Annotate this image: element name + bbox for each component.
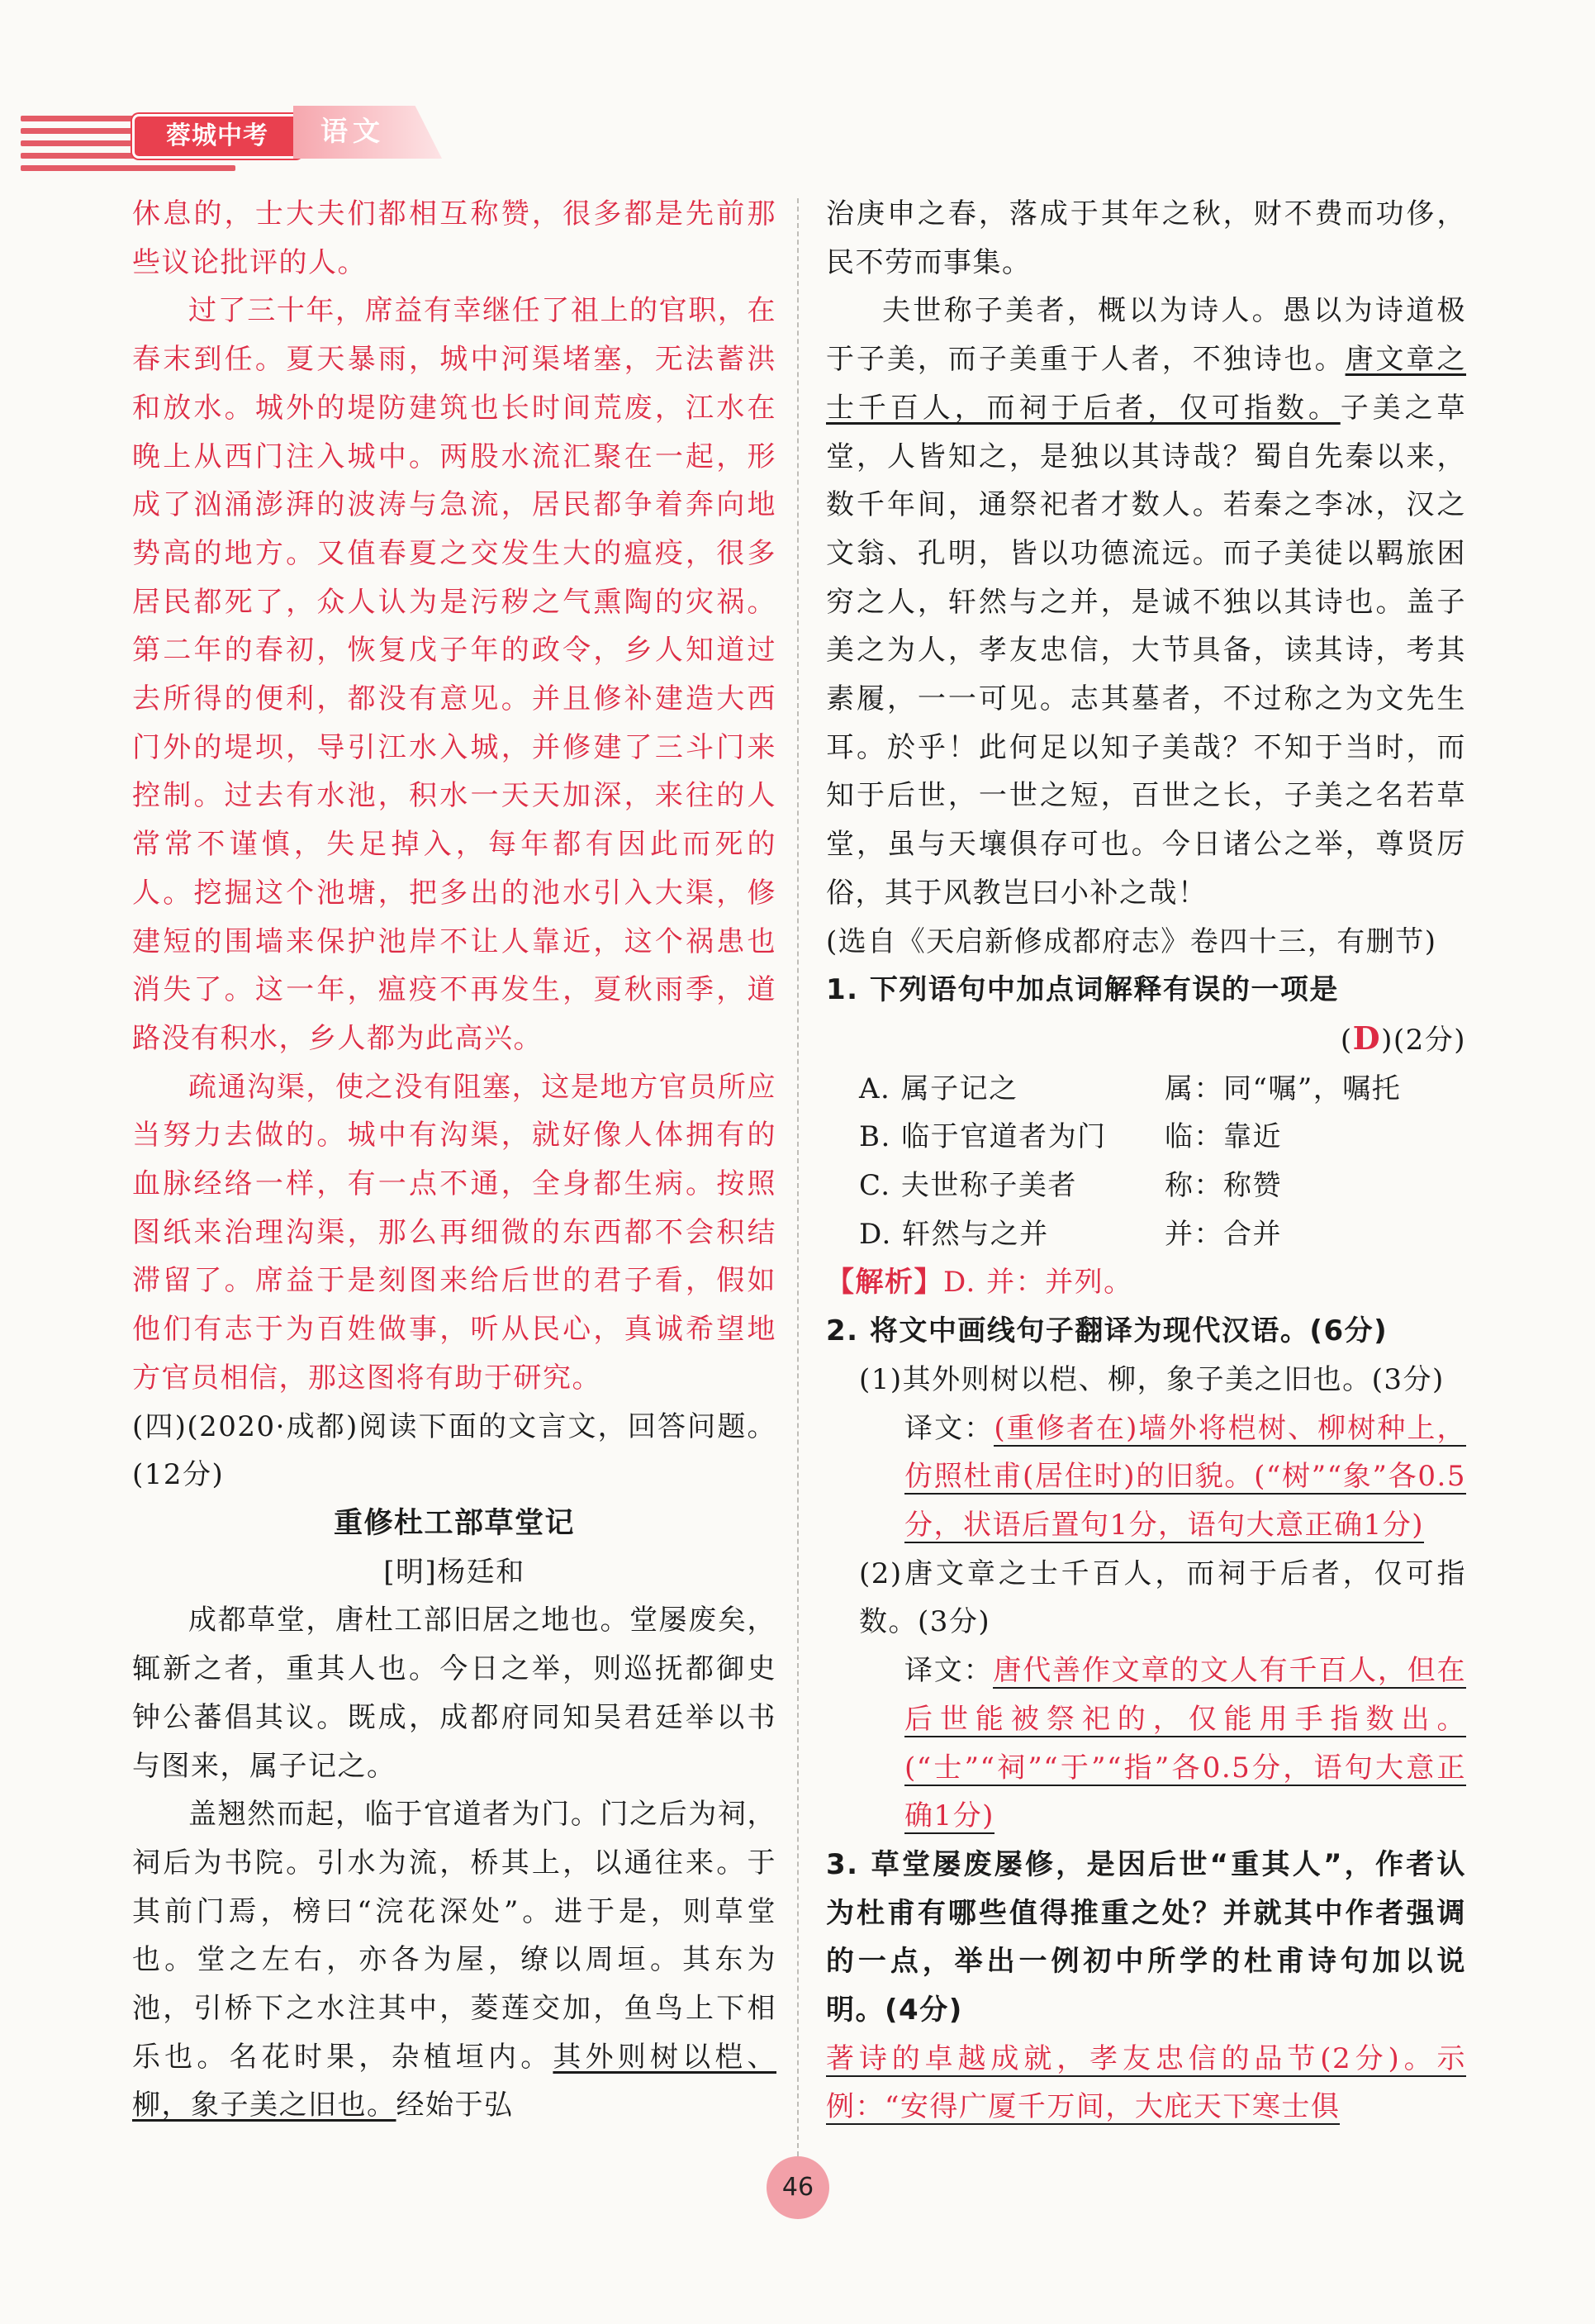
answer-letter: D <box>1352 1019 1382 1057</box>
column-divider <box>797 198 799 2165</box>
underlined-sentence-2: 唐文章之士千百人，而祠于后者，仅可指数。 <box>826 343 1467 425</box>
essay-continuation: 治庚申之春，落成于其年之秋，财不费而功侈，民不劳而事集。 <box>826 197 1466 279</box>
translation-tail: 休息的，士大夫们都相互称赞，很多都是先前那些议论批评的人。 <box>132 197 776 279</box>
essay-text: 盖翘然而起，临于官道者为门。门之后为祠，祠后为书院。引水为流，桥其上，以通往来。于其前门焉，榜曰“浣花深处”。进于是，则草堂也。堂之左右，亦各为屋，缭以周垣。其东为池，引桥下之水注其中，菱莲交加，鱼鸟上下相乐也。名花时果，杂植垣内。 <box>132 1798 776 2074</box>
question-1-analysis: 【解析】D. 并：并列。 <box>826 1266 1133 1300</box>
right-column <box>826 190 1466 2132</box>
option-a: A. 属子记之 属：同“嘱”，嘱托 <box>859 1072 1402 1105</box>
underlined-sentence-1: 其外则树以桤、柳，象子美之旧也。 <box>132 2040 777 2122</box>
left-column <box>132 190 776 2130</box>
brand-badge: 蓉城中考 <box>132 114 302 159</box>
essay-author: [明]杨廷和 <box>383 1555 525 1589</box>
question-1-answer: (D)(2分) <box>1340 1019 1466 1057</box>
section-intro: (四)(2020·成都)阅读下面的文言文，回答问题。(12分) <box>132 1409 776 1492</box>
question-2-part-2-answer: 译文：唐代善作文章的文人有千百人，但在后世能被祭祀的，仅能用手指数出。(“士”“祠”“于”“指”各0.5分，语句大意正确1分) <box>904 1654 1467 1833</box>
essay-paragraph-2 <box>132 1790 776 2130</box>
essay-paragraph-1: 成都草堂，唐杜工部旧居之地也。堂屡废矣，辄新之者，重其人也。今日之举，则巡抚都御史钟公蕃倡其议。既成，成都府同知吴君廷举以书与图来，属子记之。 <box>132 1604 776 1783</box>
page-number: 46 <box>767 2156 829 2219</box>
essay-text: 子美之草堂，人皆知之，是独以其诗哉？蜀自先秦以来，数千年间，通祭祀者才数人。若秦之李冰，汉之文翁、孔明，皆以功德流远。而子美徒以羁旅困穷之人，轩然与之并，是诚不独以其诗也。盖子美之为人，孝友忠信，大节具备，读其诗，考其素履，一一可见。志其墓者，不过称之为文先生耳。於乎！此何足以知子美哉？不知于当时，而知于后世，一世之短，百世之长，子美之名若草堂，虽与天壤俱存可也。今日诸公之举，尊贤厉俗，其于风教岂曰小补之哉！ <box>826 391 1467 910</box>
essay-text: 夫世称子美者，概以为诗人。愚以为诗道极于子美，而子美重于人者，不独诗也。 <box>826 294 1466 377</box>
option-d: D. 轩然与之并 并：合并 <box>859 1217 1282 1251</box>
question-2-part-1-answer: 译文：(重修者在)墙外将桤树、柳树种上，仿照杜甫(居住时)的旧貌。(“树”“象”各0.5分，状语后置句1分，语句大意正确1分) <box>904 1411 1466 1542</box>
essay-text: 经始于弘 <box>396 2089 514 2122</box>
question-2-part-1: (1)其外则树以桤、柳，象子美之旧也。(3分) <box>859 1362 1445 1396</box>
option-b: B. 临于官道者为门 临：靠近 <box>859 1120 1282 1154</box>
question-2-part-2: (2)唐文章之士千百人，而祠于后者，仅可指数。(3分) <box>859 1556 1466 1639</box>
option-c: C. 夫世称子美者 称：称赞 <box>859 1169 1282 1203</box>
essay-paragraph-3 <box>826 287 1466 917</box>
question-3: 3. 草堂屡废屡修，是因后世“重其人”，作者认为杜甫有哪些值得推重之处？并就其中作者强调的一点，举出一例初中所学的杜甫诗句加以说明。(4分) <box>826 1847 1466 2027</box>
translation-paragraph-3: 疏通沟渠，使之没有阻塞，这是地方官员所应当努力去做的。城中有沟渠，就好像人体拥有的血脉经络一样，有一点不通，全身都生病。按照图纸来治理沟渠，那么再细微的东西都不会积结滞留了。席益于是刻图来给后世的君子看，假如他们有志于为百姓做事，听从民心，真诚希望地方官员相信，那这图将有助于研究。 <box>132 1070 776 1395</box>
subject-label: 语文 <box>320 115 385 147</box>
source-note: (选自《天启新修成都府志》卷四十三，有删节) <box>826 924 1437 958</box>
translation-paragraph-2: 过了三十年，席益有幸继任了祖上的官职，在春末到任。夏天暴雨，城中河渠堵塞，无法蓄洪和放水。城外的堤防建筑也长时间荒废，江水在晚上从西门注入城中。两股水流汇聚在一起，形成了汹涌澎湃的波涛与急流，居民都争着奔向地势高的地方。又值春夏之交发生大的瘟疫，很多居民都死了，众人认为是污秽之气熏陶的灾祸。第二年的春初，恢复戊子年的政令，乡人知道过去所得的便利，都没有意见。并且修补建造大西门外的堤坝，导引江水入城，并修建了三斗门来控制。过去有水池，积水一天天加深，来往的人常常不谨慎，失足掉入，每年都有因此而死的人。挖掘这个池塘，把多出的池水引入大渠，修建短的围墙来保护池岸不让人靠近，这个祸患也消失了。这一年，瘟疫不再发生，夏秋雨季，道路没有积水，乡人都为此高兴。 <box>132 294 776 1055</box>
question-1: 1. 下列语句中加点词解释有误的一项是 <box>826 973 1339 1007</box>
essay-title: 重修杜工部草堂记 <box>333 1506 575 1540</box>
question-2: 2. 将文中画线句子翻译为现代汉语。(6分) <box>826 1314 1389 1348</box>
question-3-answer: 著诗的卓越成就，孝友忠信的品节(2分)。示例：“安得广厦千万间，大庇天下寒士俱 <box>826 2041 1466 2124</box>
